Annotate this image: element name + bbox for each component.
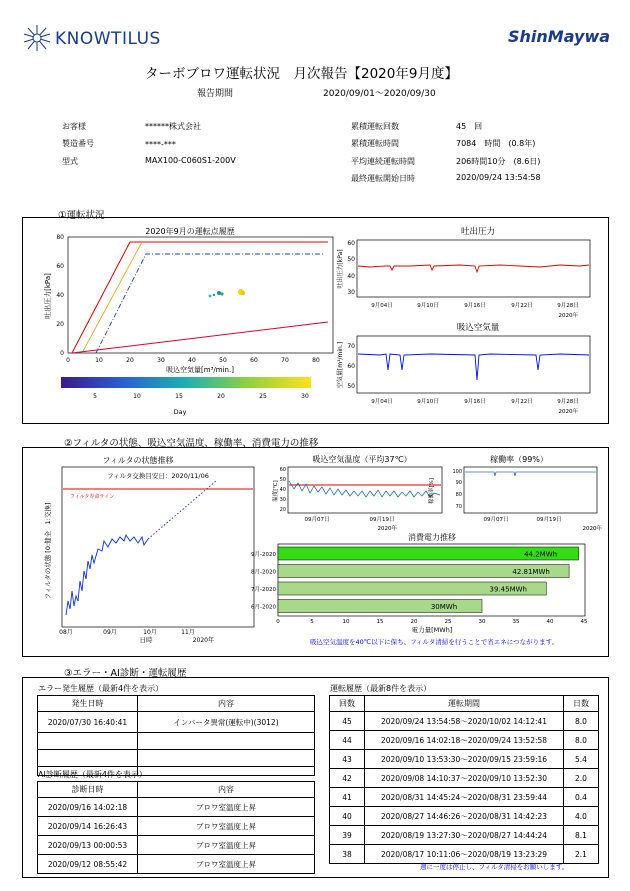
run-history-note: 週に一度は停止し、フィルタ清掃をお願いします。: [420, 863, 569, 871]
temp-plot-area: [288, 467, 442, 513]
power-value-label: 39.45MWh: [489, 585, 527, 594]
table-header-row: [38, 696, 315, 712]
util-year: 2020年: [582, 526, 602, 532]
map-ylabel: 吐出圧力[kPa]: [44, 273, 52, 319]
filter-xtick: 10月: [143, 629, 157, 636]
table-cell: 0.4: [564, 788, 599, 807]
map-xtick: 40: [188, 357, 196, 364]
map-title: 2020年9月の運転点履歴: [145, 227, 235, 236]
table-cell: 44: [330, 731, 365, 750]
temp-title: 吸込空気温度（平均37℃）: [312, 455, 412, 464]
pressure-xtick: 9月04日: [371, 303, 393, 309]
filter-note: フィルタ交換目安日：2020/11/06: [107, 472, 209, 480]
map-points: [209, 289, 245, 297]
table-cell: 38: [330, 845, 365, 864]
colorbar-tick: 20: [217, 393, 225, 400]
table-cell: 5.4: [564, 750, 599, 769]
table-row: [38, 855, 315, 874]
table-cell: 2020/07/30 16:40:41: [38, 712, 138, 733]
colorbar-ticks: [93, 393, 309, 400]
temp-yticks: [280, 467, 286, 513]
filter-series: [66, 535, 148, 615]
power-xtick: 10: [342, 619, 350, 625]
map-min-line: [72, 322, 328, 353]
power-xtick: 15: [376, 619, 384, 625]
filter-title: フィルタの状態推移: [102, 456, 174, 465]
pressure-ytick: 30: [347, 289, 355, 296]
table-cell: 4.0: [564, 807, 599, 826]
table-row: [38, 817, 315, 836]
map-xtick: 70: [281, 357, 289, 364]
table-row: [330, 788, 599, 807]
power-consumption-chart: [244, 530, 604, 635]
temp-ytick: 20: [279, 507, 286, 513]
map-xtick: 20: [126, 357, 134, 364]
pressure-plot-area: [357, 240, 590, 297]
table-row: [330, 712, 599, 731]
operating-point-map: [30, 222, 320, 418]
table-row: [38, 798, 315, 817]
map-ytick: 40: [56, 292, 64, 299]
temp-ytick: 40: [279, 487, 286, 493]
power-xtick: 25: [444, 619, 452, 625]
table-cell: 2020/09/10 13:53:30～2020/09/15 23:59:16: [365, 750, 564, 769]
table-header-row: [38, 782, 315, 798]
avg-value: 206時間10分 (8.6日): [456, 157, 541, 166]
section2-title: ②フィルタの状態、吸込空気温度、稼働率、消費電力の推移: [64, 438, 319, 449]
map-ytick: 60: [56, 263, 64, 270]
table-row: [330, 807, 599, 826]
header-cell: 診断日時: [38, 782, 138, 798]
pressure-series: [358, 265, 589, 272]
ai-history-title: AI診断履歴（最新4件を表示）: [38, 770, 147, 779]
temp-ytick: 30: [279, 497, 286, 503]
pressure-xtick: 9月16日: [464, 303, 486, 309]
table-cell: ブロワ室温度上昇: [138, 817, 315, 836]
power-value-label: 44.2MWh: [524, 550, 558, 559]
filter-xlabel: 日時: [139, 636, 153, 644]
table-cell: 2020/08/19 13:27:30～2020/08/27 14:44:24: [365, 826, 564, 845]
knowtilus-logo: [20, 24, 180, 52]
table-cell: ブロワ室温度上昇: [138, 836, 315, 855]
table-cell: 2020/09/14 16:26:43: [38, 817, 138, 836]
customer-value: ******株式会社: [145, 122, 201, 131]
power-xticks: [276, 619, 588, 625]
pressure-xtick: 9月10日: [417, 303, 439, 309]
power-category-label: 6月-2020: [251, 604, 276, 611]
table-cell: 2020/09/08 14:10:37～2020/09/10 13:52:30: [365, 769, 564, 788]
colorbar-tick: 15: [175, 393, 183, 400]
util-xtick: 09月07日: [483, 517, 509, 523]
table-cell: 2020/09/16 14:02:18: [38, 798, 138, 817]
power-xtick: 45: [580, 619, 588, 625]
map-limit-orange: [82, 242, 142, 353]
table-cell: 2020/09/13 00:00:53: [38, 836, 138, 855]
util-xticks: [484, 515, 562, 523]
airflow-xticks: [371, 397, 579, 405]
table-cell: [38, 750, 138, 767]
colorbar-tick: 30: [301, 393, 309, 400]
hours-value: 7084 時間 (0.8年): [456, 139, 536, 148]
avg-label: 平均連続運転時間: [351, 157, 415, 166]
airflow-title: 吸込空気量: [456, 323, 500, 333]
filter-trend: [148, 481, 216, 539]
intake-temp-chart: [272, 451, 447, 533]
table-cell: 45: [330, 712, 365, 731]
table-cell: [38, 733, 138, 750]
pressure-ytick: 40: [347, 273, 355, 280]
pressure-yticks: [347, 240, 355, 296]
section2-note: 吸込空気温度を40℃以下に保ち、フィルタ清掃を行うことで省エネにつながります。: [310, 638, 559, 646]
map-xtick: 10: [95, 357, 103, 364]
temp-xtick: 09月19日: [369, 517, 395, 523]
map-ytick: 0: [60, 350, 64, 357]
airflow-series: [358, 354, 589, 380]
error-history-table: [37, 695, 315, 776]
util-ytick: 80: [455, 492, 462, 498]
filter-plot-area: [62, 467, 254, 627]
table-header-row: [330, 696, 599, 712]
util-ytick: 70: [455, 504, 462, 510]
header-cell: 日数: [564, 696, 599, 712]
customer-label: お客様: [62, 122, 86, 131]
map-limit-red: [72, 242, 328, 353]
report-title: ターボブロワ運転状況 月次報告【2020年9月度】: [145, 66, 458, 82]
table-cell: 8.0: [564, 712, 599, 731]
table-cell: 8.1: [564, 826, 599, 845]
filter-xtick: 11月: [181, 629, 195, 636]
pressure-ytick: 60: [347, 240, 355, 247]
table-row: [38, 750, 315, 767]
filter-life-label: フィルタ寿命ライン: [70, 494, 115, 500]
map-xtick: 0: [66, 357, 70, 364]
filter-xtick: 08月: [59, 629, 73, 636]
table-cell: 2020/09/12 08:55:42: [38, 855, 138, 874]
util-ylabel: 稼働率[%]: [429, 477, 435, 505]
temp-series: [289, 481, 440, 497]
section1-title: ①運転状況: [58, 210, 105, 221]
table-cell: 2020/08/27 14:46:26～2020/08/31 14:42:23: [365, 807, 564, 826]
temp-ytick: 50: [279, 477, 286, 483]
period-value: 2020/09/01～2020/09/30: [323, 89, 436, 99]
airflow-xtick: 9月22日: [511, 399, 533, 405]
table-cell: 39: [330, 826, 365, 845]
serial-value: ****-***: [145, 140, 176, 149]
airflow-ytick: 70: [347, 343, 355, 350]
table-row: [330, 750, 599, 769]
table-cell: 42: [330, 769, 365, 788]
header-cell: 発生日時: [38, 696, 138, 712]
run-history-title: 運転履歴（最新8件を表示）: [330, 684, 432, 693]
colorbar-tick: 25: [259, 393, 267, 400]
power-value-label: 30MWh: [430, 603, 458, 611]
map-xtick: 30: [157, 357, 165, 364]
pressure-xtick: 9月22日: [511, 303, 533, 309]
table-row: [330, 826, 599, 845]
filter-xtick: 09月: [103, 629, 117, 636]
util-plot-area: [464, 467, 597, 513]
temp-year: 2020年: [377, 526, 397, 532]
table-cell: [138, 733, 315, 750]
map-ytick: 20: [56, 321, 64, 328]
power-xtick: 20: [410, 619, 418, 625]
util-yticks: [452, 469, 462, 510]
knowtilus-wordmark: KNOWTILUS: [55, 29, 161, 49]
airflow-xtick: 9月28日: [557, 399, 579, 405]
pressure-ytick: 50: [347, 256, 355, 263]
shinmaywa-logo: ShinMaywa: [508, 27, 611, 46]
map-plot-area: [68, 237, 333, 353]
map-xlabel: 吸込空気量[m³/min.]: [166, 366, 234, 374]
filter-ylabel: フィルタの状態 [0:健全 1:交換]: [44, 502, 52, 600]
power-xtick: 5: [310, 619, 314, 625]
table-cell: 2020/09/16 14:02:18～2020/09/24 13:52:58: [365, 731, 564, 750]
power-xtick: 30: [478, 619, 486, 625]
table-cell: インバータ異常(運転中)(3012): [138, 712, 315, 733]
power-xlabel: 電力量[MWh]: [411, 626, 453, 634]
filter-chart: [28, 451, 268, 651]
table-cell: 2020/09/24 13:54:58～2020/10/02 14:12:41: [365, 712, 564, 731]
map-xtick: 80: [312, 357, 320, 364]
power-xtick: 40: [546, 619, 554, 625]
airflow-xtick: 9月16日: [464, 399, 486, 405]
airflow-chart: [330, 318, 600, 418]
power-category-label: 8月-2020: [251, 569, 276, 576]
airflow-ylabel: 空気量[m³/min.]: [337, 341, 344, 389]
table-cell: 43: [330, 750, 365, 769]
table-cell: 2.0: [564, 769, 599, 788]
map-y-ticks: [56, 234, 64, 357]
ai-history-table: [37, 781, 315, 874]
airflow-plot-area: [357, 336, 590, 393]
table-cell: 41: [330, 788, 365, 807]
last-label: 最終運転開始日時: [351, 174, 415, 183]
airflow-ytick: 60: [347, 363, 355, 370]
table-row: [330, 731, 599, 750]
colorbar-tick: 10: [133, 393, 141, 400]
run-history-table: [329, 695, 599, 864]
last-value: 2020/09/24 13:54:58: [456, 173, 541, 182]
table-row: [38, 733, 315, 750]
hours-label: 累積運転時間: [351, 139, 399, 148]
map-xtick: 50: [219, 357, 227, 364]
power-category-label: 7月-2020: [251, 587, 276, 593]
table-cell: 2020/08/17 10:11:06～2020/08/19 13:23:29: [365, 845, 564, 864]
map-ytick: 80: [56, 234, 64, 241]
pressure-ylabel: 吐出圧力[kPa]: [337, 249, 344, 289]
table-row: [38, 836, 315, 855]
runs-label: 累積運転回数: [351, 122, 399, 131]
airflow-xtick: 9月04日: [371, 399, 393, 405]
table-cell: ブロワ室温度上昇: [138, 798, 315, 817]
table-cell: [138, 750, 315, 767]
pressure-year: 2020年: [558, 313, 578, 319]
header-cell: 回数: [330, 696, 365, 712]
header-cell: 運転期間: [365, 696, 564, 712]
temp-xtick: 09月07日: [304, 517, 330, 523]
table-cell: ブロワ室温度上昇: [138, 855, 315, 874]
model-label: 型式: [62, 157, 78, 166]
util-series: [465, 472, 596, 476]
pressure-xticks: [371, 301, 579, 309]
table-cell: 2.1: [564, 845, 599, 864]
airflow-xtick: 9月10日: [417, 399, 439, 405]
util-title: 稼働率（99%）: [490, 455, 548, 464]
power-category-label: 9月-2020: [251, 552, 276, 558]
power-title: 消費電力推移: [408, 533, 456, 542]
temp-ytick: 60: [279, 467, 286, 473]
util-xtick: 09月19日: [536, 517, 562, 523]
temp-ylabel: 温度[℃]: [273, 480, 279, 502]
table-cell: 8.0: [564, 731, 599, 750]
table-cell: 40: [330, 807, 365, 826]
airflow-ytick: 50: [347, 383, 355, 390]
map-limit-blue: [96, 254, 325, 353]
util-ytick: 90: [455, 480, 462, 486]
map-xtick: 60: [250, 357, 258, 364]
section3-title: ③エラー・AI診断・運転履歴: [64, 668, 187, 679]
airflow-yticks: [347, 343, 355, 390]
pressure-xtick: 9月28日: [557, 303, 579, 309]
knowtilus-mark-icon: [20, 24, 54, 52]
filter-year: 2020年: [192, 637, 214, 644]
power-value-label: 42.81MWh: [512, 568, 550, 576]
model-value: MAX100-C060S1-200V: [145, 156, 236, 165]
map-x-ticks: [66, 357, 320, 364]
utilization-chart: [424, 451, 604, 533]
table-row: [330, 769, 599, 788]
airflow-year: 2020年: [558, 409, 578, 415]
power-xtick: 0: [276, 619, 280, 625]
filter-xticks: [59, 628, 195, 636]
pressure-title: 吐出圧力: [460, 227, 496, 237]
table-row: [38, 712, 315, 733]
colorbar-tick: 5: [93, 393, 97, 400]
header-cell: 内容: [138, 782, 315, 798]
error-history-title: エラー発生履歴（最新4件を表示）: [38, 684, 164, 693]
table-row: [330, 845, 599, 864]
period-label: 報告期間: [197, 89, 234, 99]
power-xtick: 35: [512, 619, 520, 625]
temp-xticks: [305, 515, 395, 523]
serial-label: 製造番号: [62, 139, 94, 148]
table-cell: [138, 767, 315, 776]
util-ytick: 100: [452, 469, 462, 475]
header-cell: 内容: [138, 696, 315, 712]
pressure-chart: [330, 222, 600, 322]
day-colorbar: [61, 377, 311, 388]
table-cell: 2020/08/31 14:45:24～2020/08/31 23:59:44: [365, 788, 564, 807]
colorbar-label: Day: [173, 408, 187, 416]
runs-value: 45 回: [456, 122, 483, 131]
